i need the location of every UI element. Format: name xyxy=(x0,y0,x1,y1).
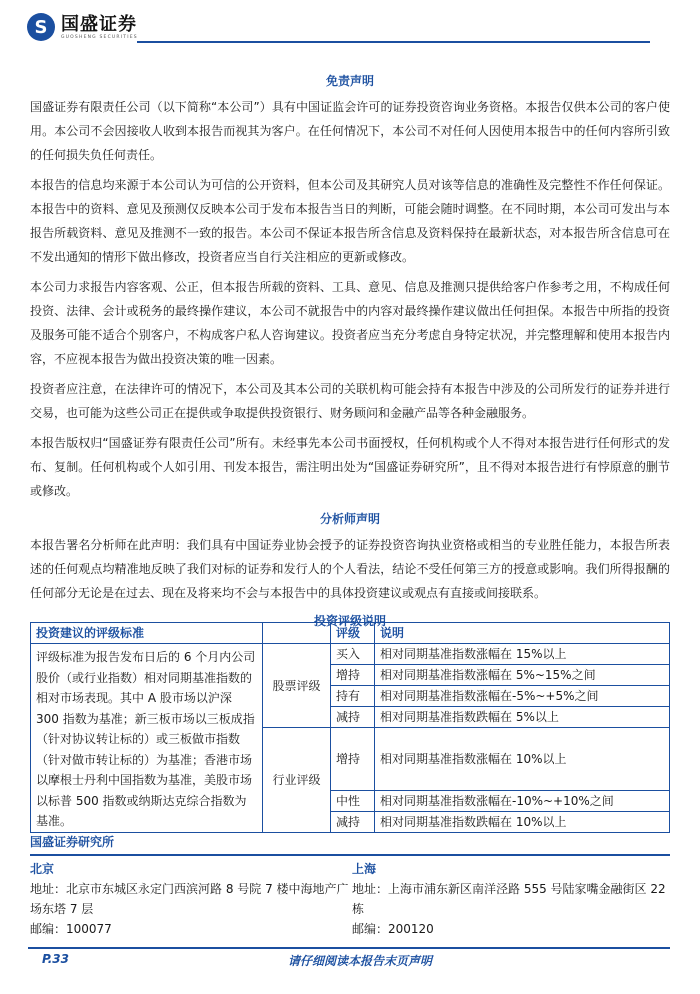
disclaimer-paragraph: 本报告的信息均来源于本公司认为可信的公开资料，但本公司及其研究人员对该等信息的准确性及完整性不作任何保证。本报告中的资料、意见及预测仅反映本公司于发布本报告当日的判断，可能会随时调整。在不同时期，本公司可发出与本报告所载资料、意见及推测不一致的报告。本公司不保证本报告所含信息及资料保持在最新状态，对本报告所含信息可在不发出通知的情形下做出修改，投资者应当自行关注相应的更新或修改。 xyxy=(30,178,670,264)
disclaimer-title: 免责声明 xyxy=(325,74,374,88)
rating-desc: 相对同期基准指数跌幅在 10%以上 xyxy=(375,811,670,832)
address: 地址：北京市东城区永定门西滨河路 8 号院 7 楼中海地产广场东塔 7 层 xyxy=(30,882,349,916)
rating-desc: 相对同期基准指数涨幅在-10%~+10%之间 xyxy=(375,790,670,811)
main-content xyxy=(30,71,670,635)
footer-divider xyxy=(28,947,670,949)
zip-code: 邮编：200120 xyxy=(352,922,434,936)
industry-rating-group: 行业评级 xyxy=(263,728,331,833)
logo-en: GUOSHENG SECURITIES xyxy=(61,34,138,40)
rating-label: 增持 xyxy=(331,728,375,791)
rating-label: 减持 xyxy=(331,707,375,728)
rating-desc: 相对同期基准指数跌幅在 5%以上 xyxy=(375,707,670,728)
header-rating: 评级 xyxy=(331,623,375,644)
company-logo xyxy=(27,13,138,41)
logo-icon: S xyxy=(27,13,55,41)
logo-cn: 国盛证券 xyxy=(61,13,137,35)
page-number: P.33 xyxy=(42,952,69,966)
header-description: 说明 xyxy=(375,623,670,644)
disclaimer-paragraph: 投资者应注意，在法律许可的情况下，本公司及其本公司的关联机构可能会持有本报告中涉及的公司所发行的证券并进行交易，也可能为这些公司正在提供或争取提供投资银行、财务顾问和金融产品等各种金融服务。 xyxy=(30,382,670,420)
rating-table xyxy=(30,622,670,833)
disclaimer-paragraph: 国盛证券有限责任公司（以下简称“本公司”）具有中国证监会许可的证券投资咨询业务资格。本报告仅供本公司的客户使用。本公司不会因接收人收到本报告而视其为客户。在任何情况下，本公司不对任何人因使用本报告中的任何内容所引致的任何损失负任何责任。 xyxy=(30,100,670,162)
rating-label: 增持 xyxy=(331,665,375,686)
rating-desc: 相对同期基准指数涨幅在-5%~+5%之间 xyxy=(375,686,670,707)
rating-desc: 相对同期基准指数涨幅在 15%以上 xyxy=(375,644,670,665)
rating-desc: 相对同期基准指数涨幅在 10%以上 xyxy=(375,728,670,791)
rating-desc: 相对同期基准指数涨幅在 5%~15%之间 xyxy=(375,665,670,686)
institute-title: 国盛证券研究所 xyxy=(30,832,670,856)
criteria-text: 评级标准为报告发布日后的 6 个月内公司股价（或行业指数）相对同期基准指数的相对市场表现。其中 A 股市场以沪深 300 指数为基准；新三板市场以三板成指（针对协议转让标的）或三板做市指数（针对做市转让标的）为基准；香港市场以摩根士丹利中国指数为基准，美股市场以标普 500 指数或纳斯达克综合指数为基准。 xyxy=(31,644,263,833)
footer-notice: 请仔细阅读本报告末页声明 xyxy=(287,954,432,968)
zip-code: 邮编：100077 xyxy=(30,922,112,936)
city-name: 北京 xyxy=(30,862,55,876)
city-name: 上海 xyxy=(352,862,377,876)
rating-label: 减持 xyxy=(331,811,375,832)
analyst-title: 分析师声明 xyxy=(319,512,380,526)
analyst-statement: 本报告署名分析师在此声明：我们具有中国证券业协会授予的证券投资咨询执业资格或相当的专业胜任能力，本报告所表述的任何观点均精准地反映了我们对标的证券和发行人的个人看法，结论不受任何第三方的授意或影响。我们所得报酬的任何部分无论是在过去、现在及将来均不会与本报告中的具体投资建议或观点有直接或间接联系。 xyxy=(30,538,670,600)
header-divider xyxy=(137,41,650,43)
rating-title: 投资评级说明 xyxy=(313,614,386,628)
shanghai-office xyxy=(350,856,670,939)
header-criteria: 投资建议的评级标准 xyxy=(31,623,263,644)
rating-label: 中性 xyxy=(331,790,375,811)
address: 地址：上海市浦东新区南洋泾路 555 号陆家嘴金融街区 22 栋 xyxy=(352,882,666,916)
beijing-office xyxy=(30,856,350,939)
institute-section xyxy=(30,832,670,939)
stock-rating-group: 股票评级 xyxy=(263,644,331,728)
disclaimer-paragraph: 本报告版权归“国盛证券有限责任公司”所有。未经事先本公司书面授权，任何机构或个人不得对本报告进行任何形式的发布、复制。任何机构或个人如引用、刊发本报告，需注明出处为“国盛证券研究所”，且不得对本报告进行有悖原意的删节或修改。 xyxy=(30,436,670,498)
disclaimer-paragraph: 本公司力求报告内容客观、公正，但本报告所载的资料、工具、意见、信息及推测只提供给客户作参考之用，不构成任何投资、法律、会计或税务的最终操作建议，本公司不就报告中的内容对最终操作建议做出任何担保。本报告中所指的投资及服务可能不适合个别客户，不构成客户私人咨询建议。投资者应当充分考虑自身特定状况，并完整理解和使用本报告内容，不应视本报告为做出投资决策的唯一因素。 xyxy=(30,280,670,366)
rating-label: 买入 xyxy=(331,644,375,665)
rating-label: 持有 xyxy=(331,686,375,707)
